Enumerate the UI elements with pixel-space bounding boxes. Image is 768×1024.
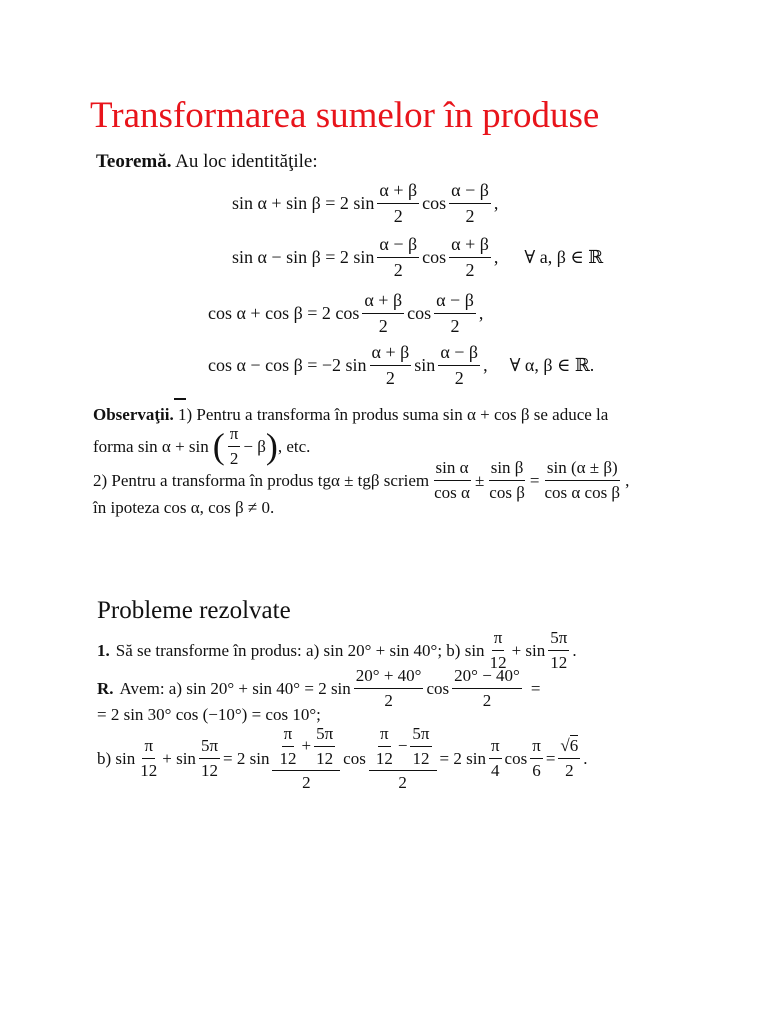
solution-b <box>97 724 588 793</box>
eq3-frac2: $\frac{\alpha - \beta}{2}$ <box>436 290 474 336</box>
theorem-intro-text: Au loc identităţile: <box>175 151 318 172</box>
eq2-frac1: $\frac{\alpha - \beta}{2}$ <box>379 234 418 280</box>
identity-sum-cos <box>208 290 483 336</box>
sol-b-sqrt-frac: $\frac{√6}{2}$ <box>560 736 579 780</box>
solution-a-line2: = 2 sin 30° cos (−10°) = cos 10°; <box>97 705 321 724</box>
eq4-lhs: cos α − cos β = −2 sin <box>208 355 367 376</box>
p1-tail: . <box>572 640 577 660</box>
sol-b-frac3: $\frac{\pi}{4}$ <box>490 736 500 780</box>
eq1-mid: cos <box>422 193 447 214</box>
theorem-intro <box>96 152 318 171</box>
sol-b-bigfrac2: $\frac{\pi}{12}$ − $\frac{5\pi}{12}$ 2 <box>369 724 437 793</box>
eq2-mid: cos <box>422 247 447 268</box>
obs2-pm: ± <box>474 470 485 490</box>
sol-b-plus: + sin <box>162 748 196 768</box>
sol-b-cos2: cos <box>504 748 528 768</box>
page-title: Transformarea sumelor în produse <box>90 95 600 136</box>
p1-plus: + sin <box>511 640 546 660</box>
observation-1-text: 1) Pentru a transforma în produs suma sin α + cos β se aduce la <box>178 405 609 424</box>
identity-sum-sin <box>232 180 498 226</box>
sol-a-frac1: $\frac{20^\circ + 40^\circ}{2}$ <box>355 666 422 710</box>
sol-b-bigfrac1: $\frac{\pi}{12}$ + $\frac{5\pi}{12}$ 2 <box>272 724 340 793</box>
eq4-mid: sin <box>414 355 436 376</box>
eq2-tail: , <box>493 247 499 268</box>
eq1-frac1: $\frac{\alpha + \beta}{2}$ <box>379 180 418 226</box>
eq4-condition: ∀ α, β ∈ ℝ. <box>509 355 595 376</box>
eq3-frac1: $\frac{\alpha + \beta}{2}$ <box>364 290 403 336</box>
sol-b-frac2: $\frac{5\pi}{12}$ <box>200 736 219 780</box>
sol-a-mid: cos <box>426 678 450 698</box>
identity-diff-cos <box>208 342 594 388</box>
eq1-frac2: $\frac{\alpha - \beta}{2}$ <box>451 180 489 226</box>
observation-1 <box>93 406 608 423</box>
observation-2-line2: în ipoteza cos α, cos β ≠ 0. <box>93 498 275 517</box>
p1-frac1: $\frac{\pi}{12}$ <box>489 628 507 672</box>
sol-b-tail: . <box>583 748 588 768</box>
right-paren: ) <box>265 425 278 466</box>
obs1-minus: − β <box>243 436 266 456</box>
obs2-tail: , <box>625 470 630 490</box>
identity-diff-sin <box>232 234 603 280</box>
solution-label: R. <box>97 678 114 698</box>
section-heading: Probleme rezolvate <box>97 597 291 624</box>
eq1-lhs: sin α + sin β = 2 sin <box>232 193 375 214</box>
sol-b-eq2: = 2 sin <box>439 748 486 768</box>
eq4-frac2: $\frac{\alpha - \beta}{2}$ <box>440 342 479 388</box>
obs2-frac2: $\frac{\text{sin β}}{\text{cos β}}$ <box>489 458 525 502</box>
sol-a-pre: Avem: a) sin 20° + sin 40° = 2 sin <box>119 678 351 698</box>
sqrt-symbol: √ <box>560 736 570 756</box>
problem-1-text: Să se transforme în produs: a) sin 20° + sin 40°; b) sin <box>115 640 485 660</box>
obs1-frac: $\frac{\pi}{2}$ <box>229 424 239 468</box>
sol-b-cos: cos <box>343 748 366 768</box>
sol-b-frac4: $\frac{\pi}{6}$ <box>532 736 541 780</box>
theorem-label: Teoremă. <box>96 151 172 172</box>
problem-1-number: 1. <box>97 640 110 660</box>
eq1-tail: , <box>493 193 499 214</box>
sol-b-frac1: $\frac{\pi}{12}$ <box>140 736 158 780</box>
eq3-tail: , <box>478 303 484 324</box>
p1-frac2: $\frac{5\pi}{12}$ <box>550 628 568 672</box>
solution-a <box>97 666 540 710</box>
eq3-mid: cos <box>407 303 432 324</box>
eq2-frac2: $\frac{\alpha + \beta}{2}$ <box>451 234 489 280</box>
eq2-lhs: sin α − sin β = 2 sin <box>232 247 375 268</box>
sol-a-frac2: $\frac{20^\circ - 40^\circ}{2}$ <box>454 666 520 710</box>
obs2-eq: = <box>529 470 540 490</box>
eq2-condition: ∀ a, β ∈ ℝ <box>524 247 604 268</box>
sol-a-tail: = <box>530 678 541 698</box>
observations-label: Observaţii. <box>93 405 174 424</box>
obs2-frac1: $\frac{\text{sin α}}{\text{cos α}}$ <box>434 458 470 502</box>
obs2-pre: 2) Pentru a transforma în produs tgα ± tgβ scriem <box>93 470 430 490</box>
obs1-post: , etc. <box>277 436 311 456</box>
observation-2 <box>93 458 629 502</box>
eq4-tail: , <box>483 355 488 376</box>
sqrt-radicand: 6 <box>569 736 579 756</box>
sol-b-pre: b) sin <box>97 748 136 768</box>
sol-b-eq: = 2 sin <box>223 748 270 768</box>
obs2-frac3: $\frac{\sin (\alpha \pm \beta)}{\text{cos α cos β}}$ <box>544 458 621 502</box>
obs1-line2-pre: forma sin α + sin <box>93 436 209 456</box>
sol-b-eq3: = <box>545 748 556 768</box>
stray-mark <box>174 398 186 400</box>
eq3-lhs: cos α + cos β = 2 cos <box>208 303 360 324</box>
left-paren: ( <box>212 425 225 466</box>
eq4-frac1: $\frac{\alpha + \beta}{2}$ <box>371 342 410 388</box>
